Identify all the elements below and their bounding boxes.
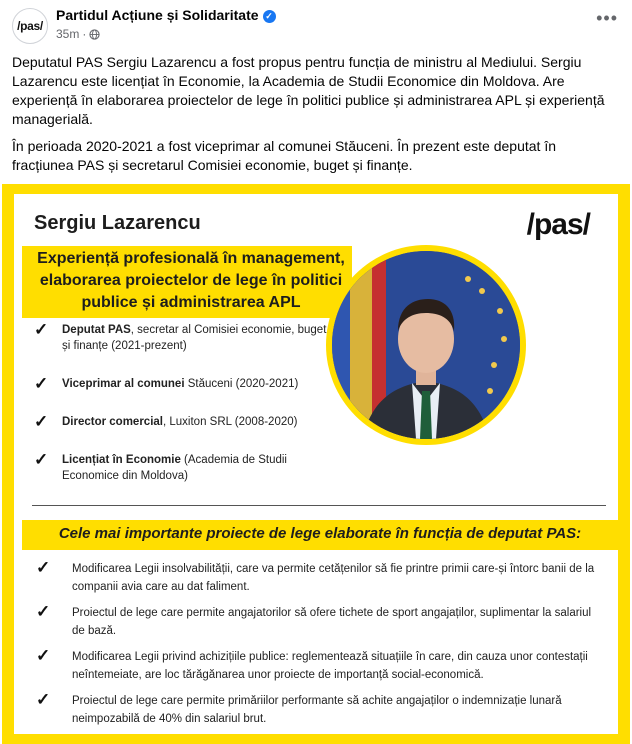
post-body — [12, 53, 620, 183]
portrait-illustration — [332, 251, 520, 439]
experience-detail: Stăuceni (2020-2021) — [184, 378, 299, 390]
post-paragraph: În perioada 2020-2021 a fost viceprimar al comunei Stăuceni. În prezent este deputat în fracțiunea PAS și secretarul Comisiei economie, buget și finanțe. — [12, 138, 557, 173]
project-item — [32, 560, 602, 596]
check-icon: ✓ — [36, 646, 51, 665]
meta-dot: · — [82, 27, 87, 41]
experience-item — [32, 414, 332, 430]
projects-list — [32, 560, 602, 736]
experience-detail: , secretar al Comisiei economie, buget și finanțe (2021-prezent) — [62, 324, 327, 352]
project-item — [32, 604, 602, 640]
experience-title: Experiență profesională în management, elaborarea proiectelor de lege în politici publice și administrarea APL — [37, 250, 345, 311]
post-timestamp[interactable]: 35m — [56, 27, 80, 41]
experience-role: Viceprimar al comunei — [62, 378, 185, 390]
experience-item — [32, 376, 332, 392]
more-options-button[interactable]: ••• — [596, 8, 618, 28]
post-paragraph: Deputatul PAS Sergiu Lazarencu a fost propus pentru funcția de ministru al Mediului. Sergiu Lazarencu este licențiat în Economie, la Academia de Studii Economice din Moldova. Are experiență în elaborarea proiectelor de lege în politici publice și administrarea APL și experiență managerială. — [12, 54, 605, 127]
page-avatar[interactable]: /pas/ — [12, 8, 48, 44]
experience-item — [32, 322, 332, 354]
image-panel — [14, 194, 618, 734]
project-item — [32, 648, 602, 684]
project-text: Proiectul de lege care permite primăriilor performante să achite angajaților o indemnizație lunară neimpozabilă de 40% din salariul brut. — [72, 695, 562, 725]
experience-role: Licențiat în Economie — [62, 454, 181, 466]
experience-role: Deputat PAS — [62, 324, 131, 336]
section-divider — [32, 505, 606, 506]
post-image[interactable] — [2, 184, 630, 744]
project-text: Modificarea Legii privind achizițiile publice: reglementează situațiile în care, din cauza unor contestații neîntemeiate, are loc tărăgănarea unor proiecte de importanță social-economică. — [72, 651, 588, 681]
pas-logo: /pas/ — [526, 208, 590, 241]
experience-item — [32, 452, 332, 484]
experience-role: Director comercial — [62, 416, 163, 428]
check-icon: ✓ — [36, 602, 51, 621]
projects-title: Cele mai importante proiecte de lege elaborate în funcția de deputat PAS: — [58, 525, 582, 542]
experience-list — [32, 322, 332, 484]
experience-detail: (Academia de Studii Economice din Moldova) — [62, 454, 287, 482]
check-icon: ✓ — [34, 412, 49, 431]
project-text: Modificarea Legii insolvabilității, care va permite cetățenilor să fie printre primii care-și întorc banii de la companii avia care au dat faliment. — [72, 563, 595, 593]
check-icon: ✓ — [34, 450, 49, 469]
page-name-line — [56, 7, 276, 23]
post-meta — [56, 27, 100, 41]
check-icon: ✓ — [34, 320, 49, 339]
project-item — [32, 692, 602, 728]
check-icon: ✓ — [36, 690, 51, 709]
verified-badge-icon: ✓ — [263, 10, 276, 23]
globe-icon — [89, 29, 100, 40]
candidate-name: Sergiu Lazarencu — [34, 212, 201, 234]
experience-detail: , Luxiton SRL (2008-2020) — [163, 416, 298, 428]
check-icon: ✓ — [36, 558, 51, 577]
check-icon: ✓ — [34, 374, 49, 393]
post-header — [0, 0, 632, 48]
portrait-photo — [332, 251, 520, 439]
page-name-link[interactable]: Partidul Acțiune și Solidaritate — [56, 7, 259, 23]
project-text: Proiectul de lege care permite angajatorilor să ofere tichete de sport angajaților, suplimentar la salariul de bază. — [72, 607, 592, 637]
